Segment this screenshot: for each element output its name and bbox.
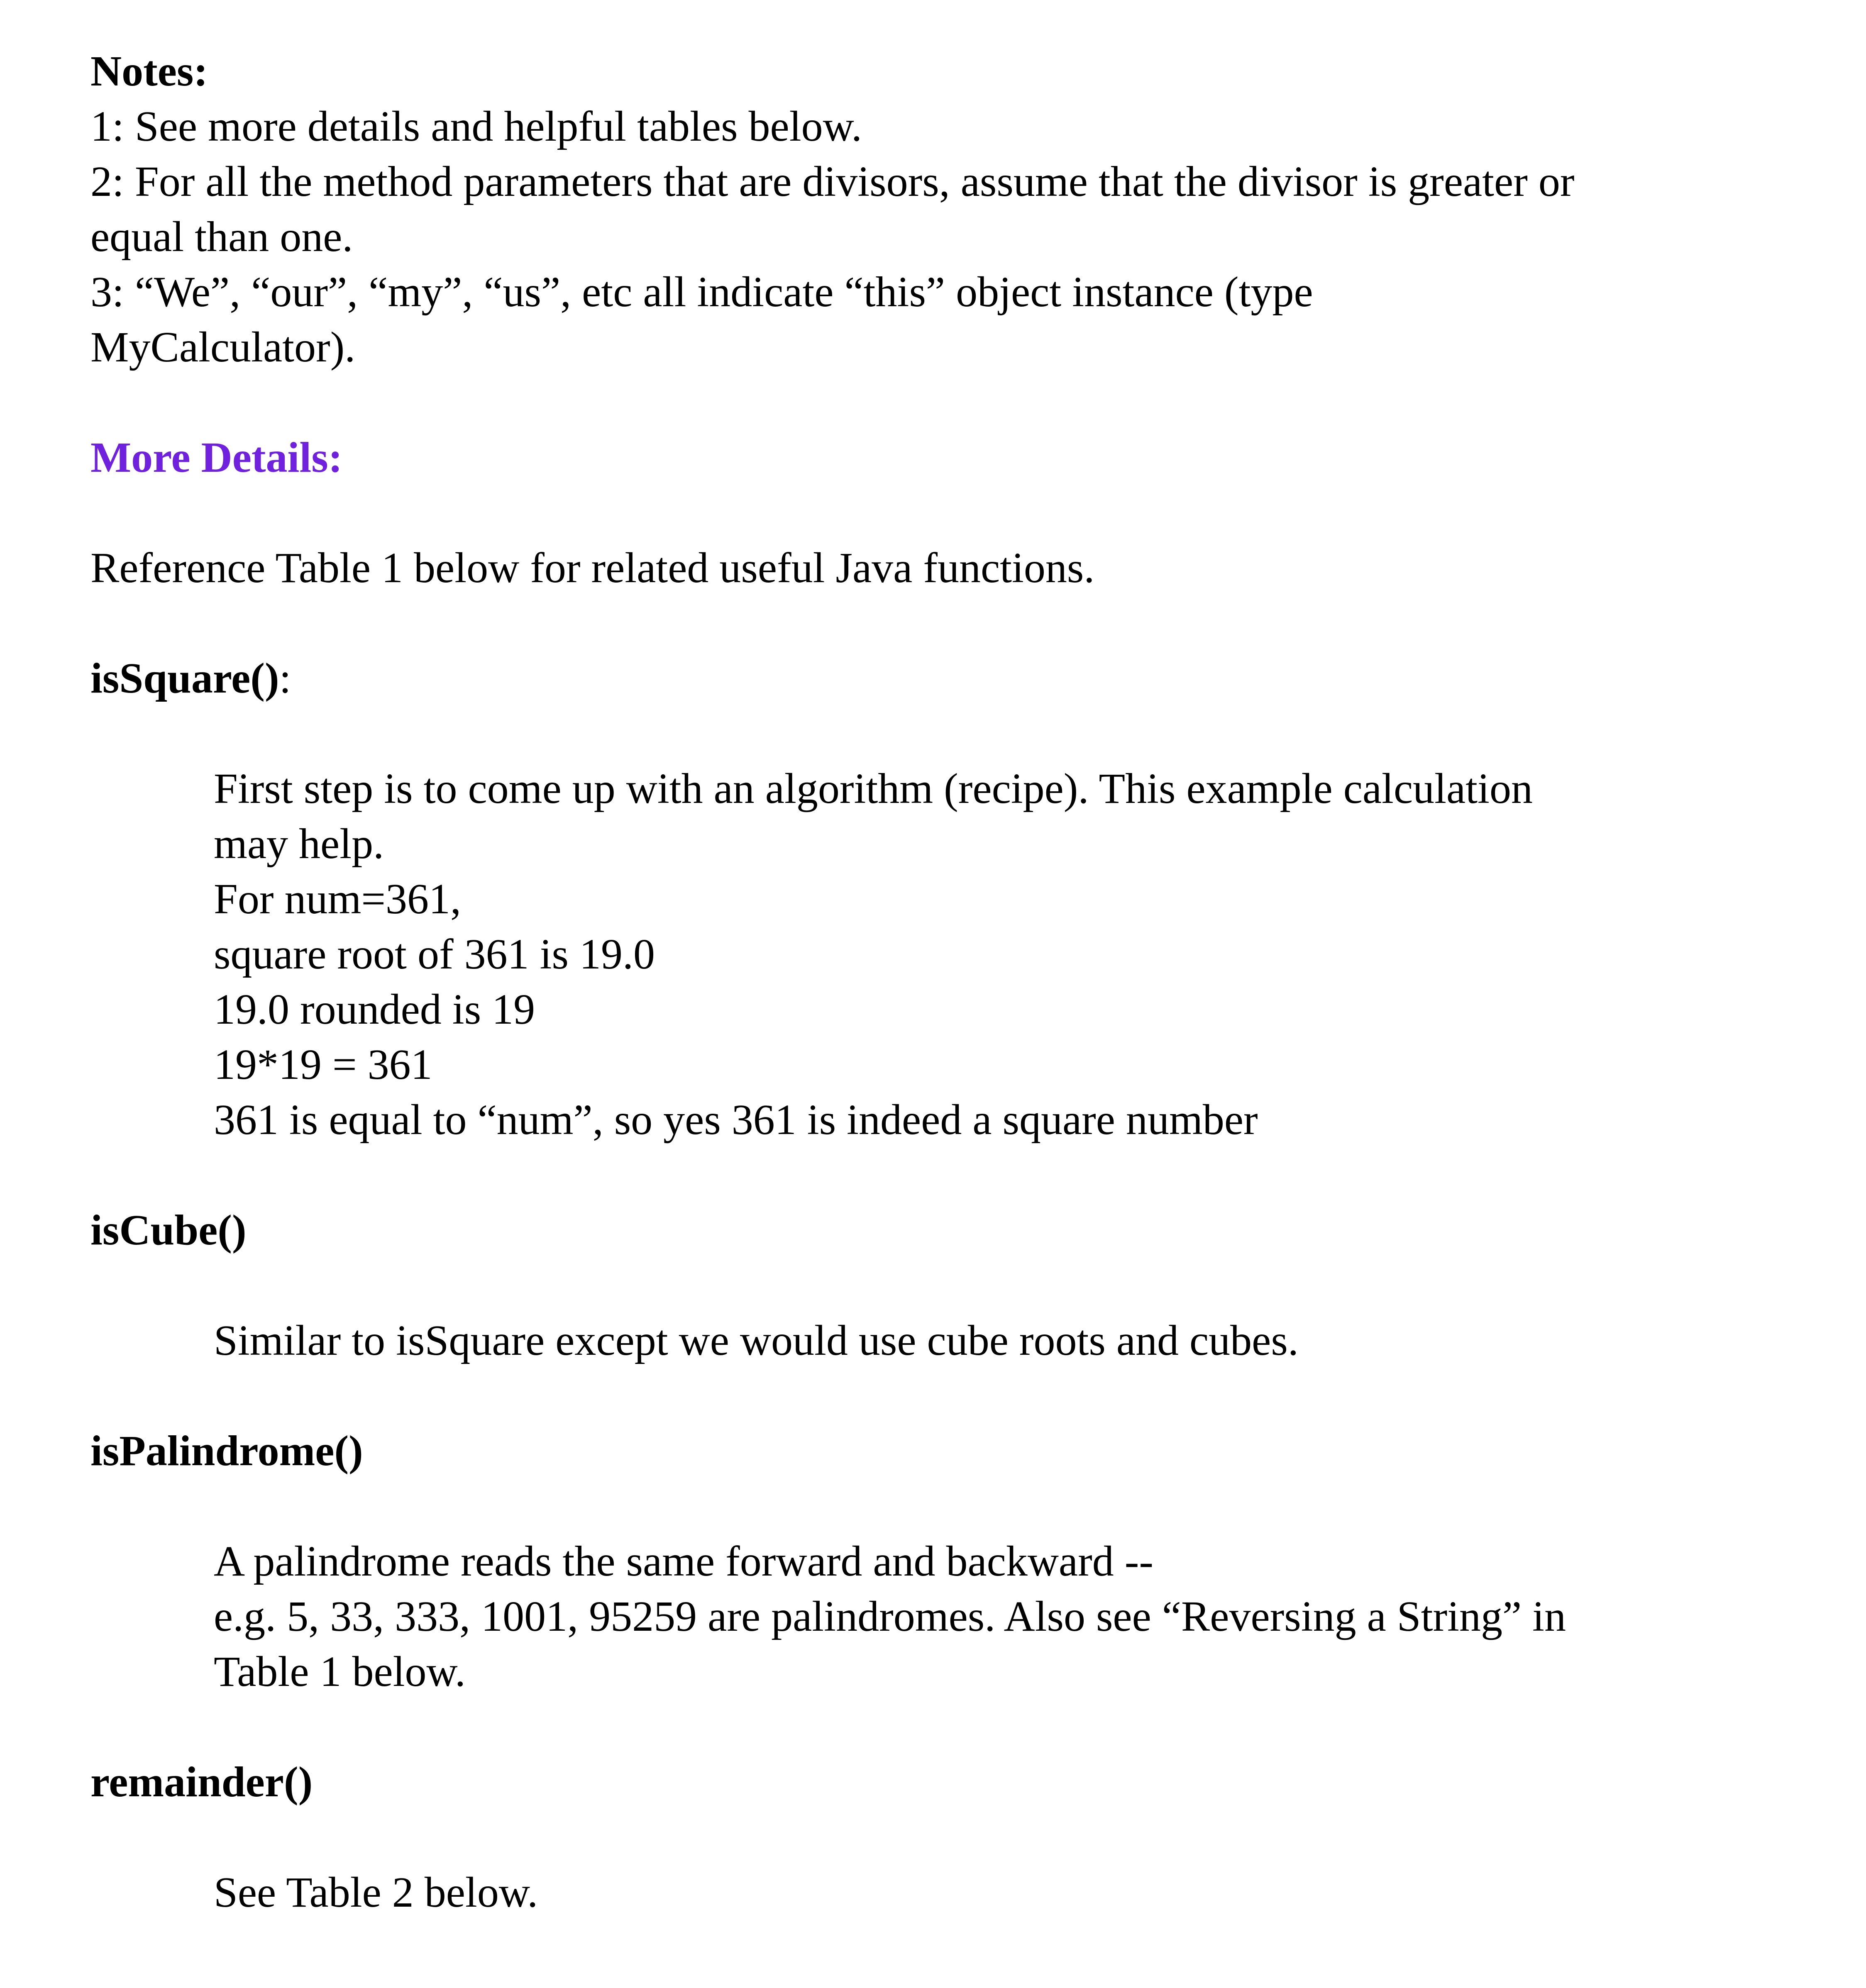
blank-line xyxy=(90,1478,1825,1534)
issquare-heading xyxy=(90,651,1825,706)
blank-line xyxy=(90,375,1825,430)
ispalindrome-desc-line-1: A palindrome reads the same forward and backward -- xyxy=(214,1537,1153,1585)
issquare-example-line-1: For num=361, xyxy=(214,875,462,923)
blank-line xyxy=(90,1810,1825,1865)
note-1: 1: See more details and helpful tables below. xyxy=(90,102,862,150)
note-3: 3: “We”, “our”, “my”, “us”, etc all indicate “this” object instance (type xyxy=(90,268,1313,316)
blank-line xyxy=(90,1368,1825,1423)
issquare-example-line-4: 19*19 = 361 xyxy=(214,1041,432,1088)
issquare-heading-label: isSquare() xyxy=(90,654,279,702)
blank-line xyxy=(90,1147,1825,1203)
note-2-continued: equal than one. xyxy=(90,213,353,261)
more-details-heading: More Details: xyxy=(90,434,343,481)
blank-line xyxy=(90,485,1825,540)
ispalindrome-desc-line-3: Table 1 below. xyxy=(214,1648,466,1695)
reference-line: Reference Table 1 below for related useful Java functions. xyxy=(90,544,1095,592)
note-3-continued: MyCalculator). xyxy=(90,323,356,371)
remainder-desc-line: See Table 2 below. xyxy=(214,1868,538,1916)
issquare-heading-colon: : xyxy=(279,654,291,702)
issquare-desc-line-2: may help. xyxy=(214,820,384,868)
notes-heading: Notes: xyxy=(90,47,208,95)
blank-line xyxy=(90,595,1825,651)
blank-line xyxy=(90,706,1825,761)
ispalindrome-desc-line-2: e.g. 5, 33, 333, 1001, 95259 are palindromes. Also see “Reversing a String” in xyxy=(214,1593,1566,1640)
note-2: 2: For all the method parameters that are divisors, assume that the divisor is greater or xyxy=(90,158,1575,205)
iscube-desc-line: Similar to isSquare except we would use cube roots and cubes. xyxy=(214,1317,1299,1364)
issquare-example-line-5: 361 is equal to “num”, so yes 361 is indeed a square number xyxy=(214,1096,1258,1144)
remainder-heading: remainder() xyxy=(90,1758,313,1806)
issquare-example-line-3: 19.0 rounded is 19 xyxy=(214,985,535,1033)
issquare-example-line-2: square root of 361 is 19.0 xyxy=(214,930,655,978)
document-text-block xyxy=(90,44,1825,1920)
blank-line xyxy=(90,1699,1825,1754)
ispalindrome-heading: isPalindrome() xyxy=(90,1427,363,1475)
blank-line xyxy=(90,1258,1825,1313)
iscube-heading: isCube() xyxy=(90,1206,247,1254)
issquare-desc-line-1: First step is to come up with an algorithm (recipe). This example calculation xyxy=(214,765,1533,812)
